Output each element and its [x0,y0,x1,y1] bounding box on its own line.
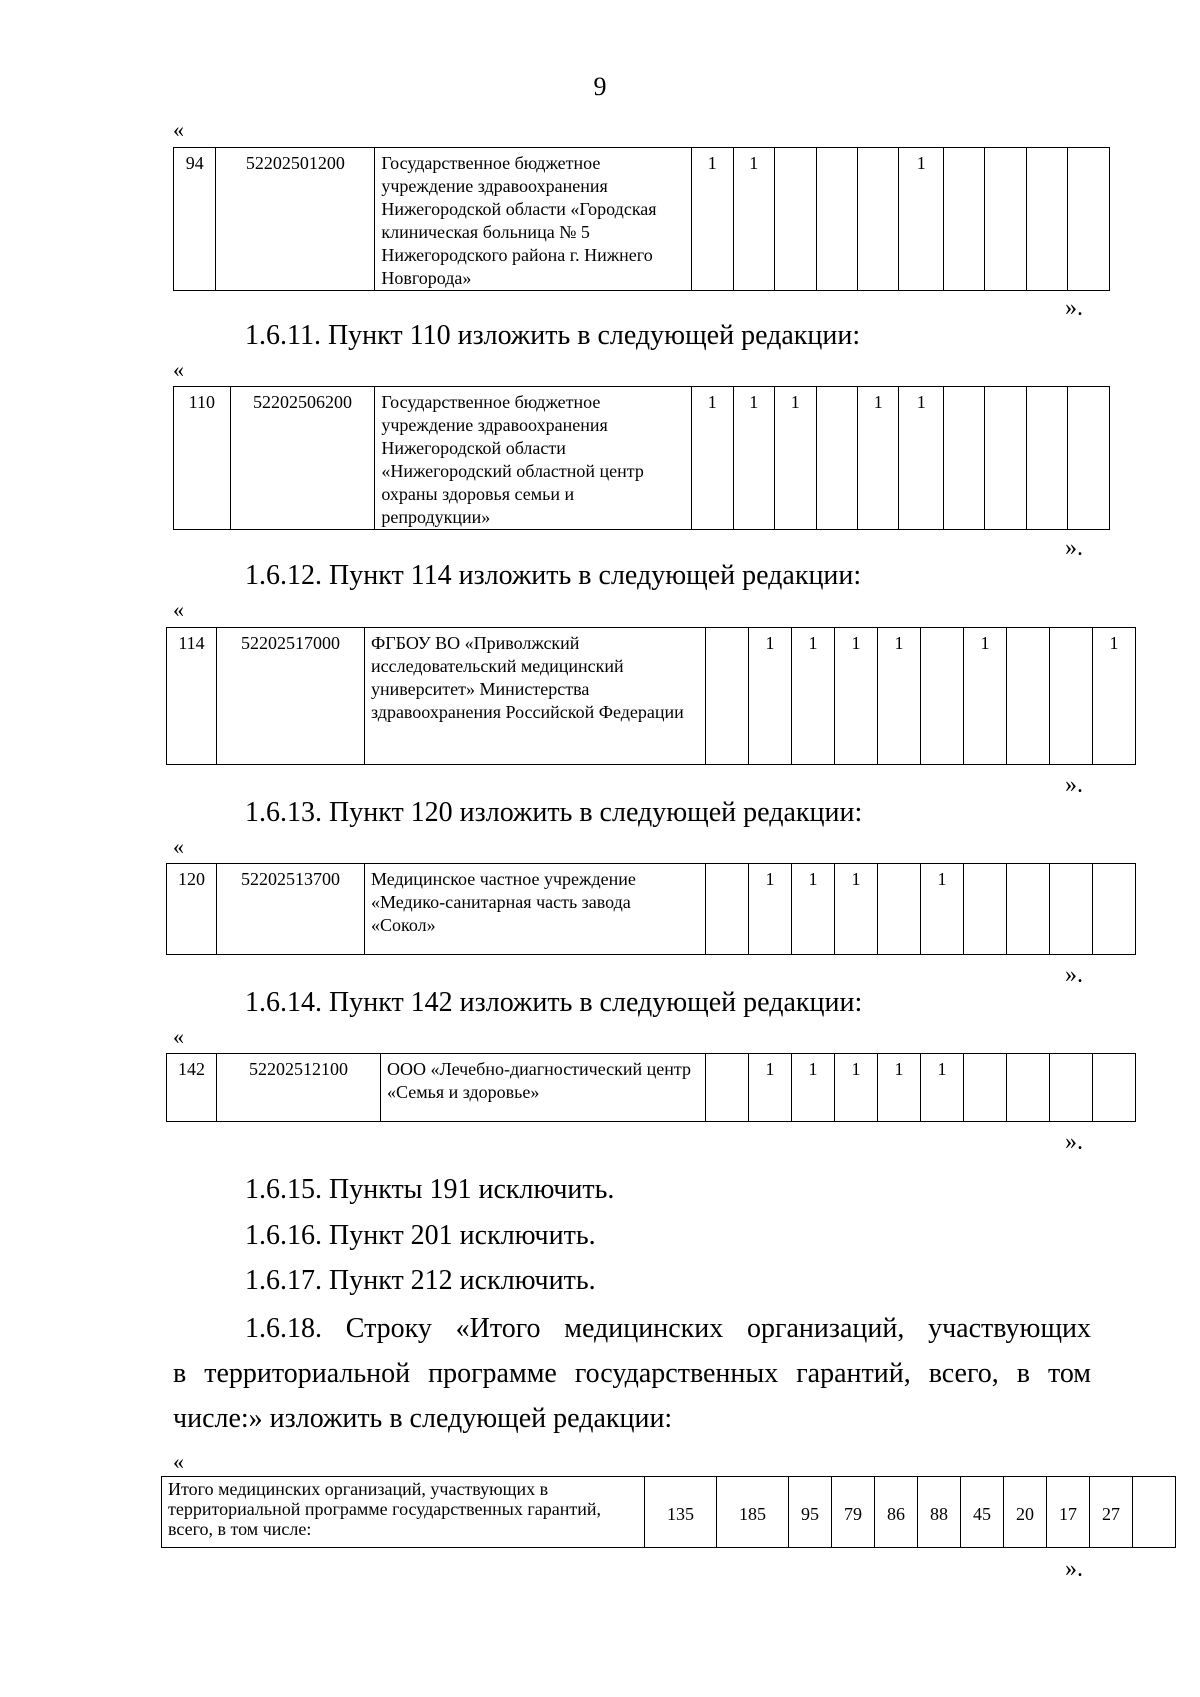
cell [1050,1054,1093,1122]
table-total [161,1476,1176,1548]
quote-close: ». [1065,1556,1083,1582]
cell [1068,387,1110,530]
org-name: Медицинское частное учреждение «Медико-санитарная часть завода «Сокол» [365,864,706,955]
paragraph-1-6-17: 1.6.17. Пункт 212 исключить. [245,1265,596,1296]
org-code: 52202501200 [216,148,375,291]
table-row [167,628,1136,765]
quote-open: « [173,357,184,382]
paragraph-line: в территориальной программе государственных гарантий, всего, в том [173,1358,1091,1389]
org-name: ООО «Лечебно-диагностический центр «Семья и здоровье» [381,1054,706,1122]
total-value: 185 [717,1477,789,1548]
cell: 1 [733,387,774,530]
page-number: 9 [593,72,607,101]
cell [1050,864,1093,955]
cell: 1 [792,628,835,765]
cell [706,1054,749,1122]
quote-open: « [173,1024,184,1049]
cell [706,864,749,955]
cell: 1 [733,148,774,291]
cell [964,1054,1007,1122]
cell [1093,864,1136,955]
cell: 1 [835,864,878,955]
quote-close: ». [1065,772,1083,798]
table-row [174,387,1110,530]
total-value: 20 [1004,1477,1047,1548]
cell [1007,628,1050,765]
total-value: 88 [918,1477,961,1548]
cell [878,864,921,955]
total-value [1133,1477,1176,1548]
cell: 1 [921,1054,964,1122]
paragraph-1-6-18 [173,1306,1091,1441]
row-number: 120 [167,864,217,955]
cell [1026,387,1067,530]
cell [921,628,964,765]
total-value: 86 [875,1477,918,1548]
org-name: Государственное бюджетное учреждение здравоохранения Нижегородской области «Городская клиническая больница № 5 Нижегородского района г. Нижнего Новгорода» [375,148,692,291]
total-value: 95 [789,1477,832,1548]
cell [1050,628,1093,765]
row-number: 142 [167,1054,217,1122]
cell [775,148,816,291]
paragraph-1-6-13: 1.6.13. Пункт 120 изложить в следующей редакции: [245,797,863,828]
quote-open: « [173,597,184,622]
table-row [174,148,1110,291]
cell: 1 [964,628,1007,765]
cell: 1 [858,387,899,530]
total-value: 27 [1090,1477,1133,1548]
cell [1007,1054,1050,1122]
table-row [167,1054,1136,1122]
cell: 1 [835,1054,878,1122]
cell: 1 [921,864,964,955]
cell: 1 [749,864,792,955]
cell [858,148,899,291]
quote-close: ». [1065,1129,1083,1155]
cell: 1 [692,148,733,291]
table-item-120 [166,863,1136,955]
row-number: 94 [174,148,216,291]
cell: 1 [749,1054,792,1122]
org-code: 52202517000 [217,628,365,765]
org-name: Государственное бюджетное учреждение здравоохранения Нижегородской области «Нижегородский областной центр охраны здоровья семьи и репродукции» [375,387,692,530]
paragraph-1-6-12: 1.6.12. Пункт 114 изложить в следующей редакции: [245,560,862,591]
paragraph-1-6-14: 1.6.14. Пункт 142 изложить в следующей редакции: [245,987,863,1018]
total-value: 45 [961,1477,1004,1548]
table-item-94 [173,147,1110,291]
quote-open: « [173,834,184,859]
org-name: ФГБОУ ВО «Приволжский исследовательский медицинский университет» Министерства здравоохранения Российской Федерации [365,628,706,765]
org-code: 52202506200 [230,387,375,530]
table-row [167,864,1136,955]
cell [944,387,985,530]
cell: 1 [792,1054,835,1122]
paragraph-1-6-15: 1.6.15. Пункты 191 исключить. [245,1174,615,1205]
row-number: 114 [167,628,217,765]
cell [1068,148,1110,291]
total-value: 17 [1047,1477,1090,1548]
cell: 1 [692,387,733,530]
cell: 1 [835,628,878,765]
cell: 1 [878,1054,921,1122]
table-row [162,1477,1176,1548]
cell [944,148,985,291]
cell [985,148,1026,291]
cell [964,864,1007,955]
org-code: 52202512100 [217,1054,381,1122]
table-item-142 [166,1053,1136,1122]
cell [816,148,857,291]
paragraph-1-6-16: 1.6.16. Пункт 201 исключить. [245,1220,596,1251]
cell [816,387,857,530]
table-item-110 [173,386,1110,530]
cell: 1 [749,628,792,765]
cell: 1 [878,628,921,765]
paragraph-line: 1.6.18. Строку «Итого медицинских организаций, участвующих [245,1313,1091,1344]
table-item-114 [166,627,1136,765]
quote-close: ». [1065,962,1083,988]
cell [1026,148,1067,291]
total-value: 79 [832,1477,875,1548]
row-number: 110 [174,387,231,530]
quote-close: ». [1065,295,1083,321]
total-label: Итого медицинских организаций, участвующих в территориальной программе государственных гарантий, всего, в том числе: [162,1477,645,1548]
cell [1007,864,1050,955]
org-code: 52202513700 [217,864,365,955]
cell: 1 [775,387,816,530]
cell: 1 [792,864,835,955]
cell [1093,1054,1136,1122]
quote-open: « [173,1449,184,1474]
quote-open: « [173,117,184,142]
cell: 1 [1093,628,1136,765]
cell: 1 [899,387,944,530]
paragraph-line: числе:» изложить в следующей редакции: [173,1403,673,1434]
cell [706,628,749,765]
cell: 1 [899,148,944,291]
quote-close: ». [1065,535,1083,561]
paragraph-1-6-11: 1.6.11. Пункт 110 изложить в следующей редакции: [245,320,861,351]
cell [985,387,1026,530]
total-value: 135 [645,1477,717,1548]
